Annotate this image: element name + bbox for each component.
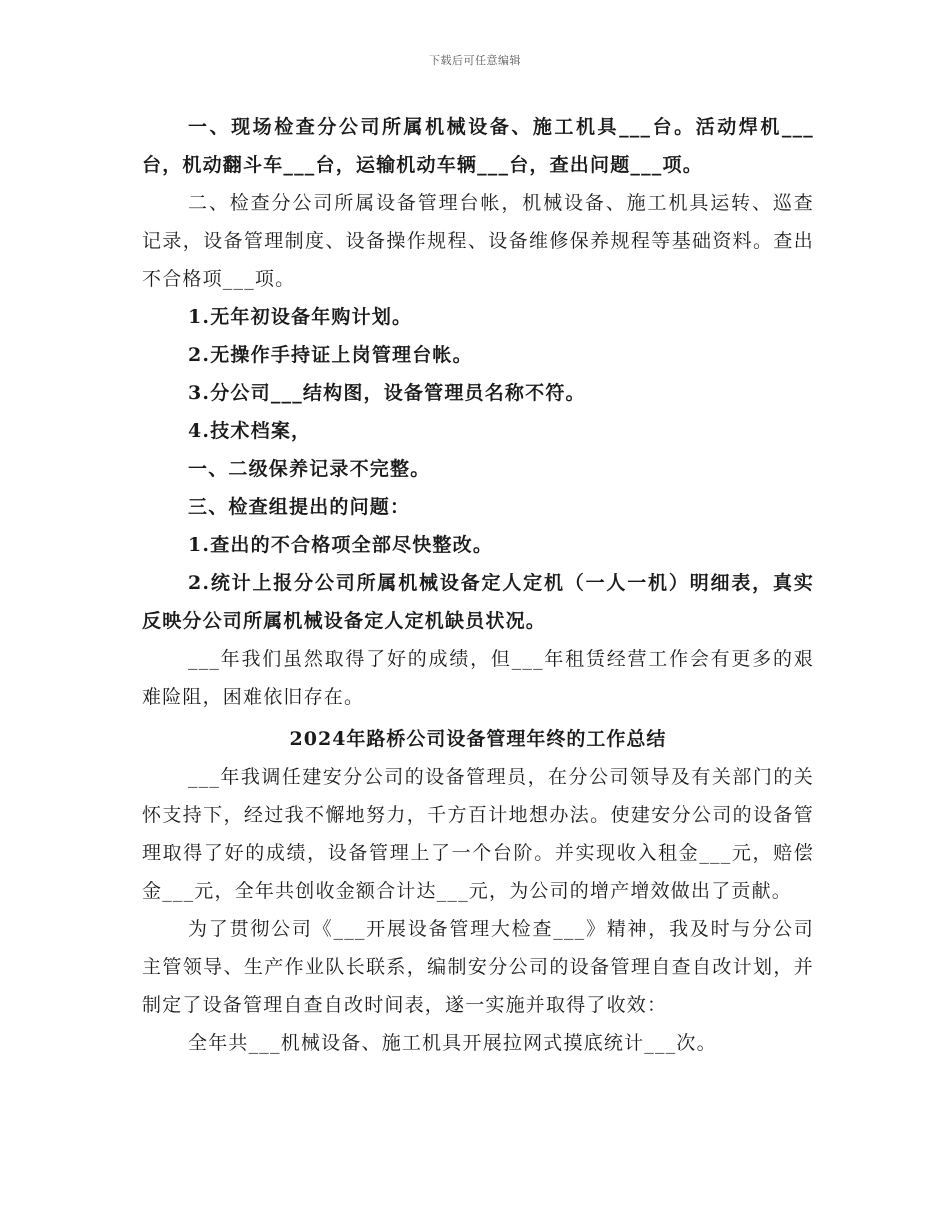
issue-item-3: 3.分公司___结构图，设备管理员名称不符。	[188, 382, 586, 404]
document-title: 2024年路桥公司设备管理年终的工作总结	[289, 728, 667, 750]
requirement-item-1: 1.查出的不合格项全部尽快整改。	[188, 534, 494, 556]
summary-paragraph-1: ___年我调任建安分公司的设备管理员，在分公司领导及有关部门的关怀支持下，经过我不懈地努力，千方百计地想办法。使建安分公司的设备管理取得了好的成绩，设备管理上了一个台阶。并实现收入租金___元，赔偿金___元，全年共创收金额合计达___元，为公司的增产增效做出了贡献。	[142, 766, 814, 902]
section-three-heading: 三、检查组提出的问题：	[188, 496, 411, 518]
issue-item-1: 1.无年初设备年购计划。	[188, 306, 413, 328]
issue-item-4: 4.技术档案，	[188, 420, 312, 442]
summary-paragraph-3: 全年共___机械设备、施工机具开展拉网式摸底统计___次。	[188, 1032, 717, 1054]
inspection-summary-paragraph: 一、现场检查分公司所属机械设备、施工机具___台。活动焊机___台，机动翻斗车___台，运输机动车辆___台，查出问题___项。	[142, 116, 814, 176]
outlook-paragraph: ___年我们虽然取得了好的成绩，但___年租赁经营工作会有更多的艰难险阻，困难依旧存在。	[142, 648, 814, 708]
issue-item-2: 2.无操作手持证上岗管理台帐。	[188, 344, 473, 366]
summary-paragraph-2: 为了贯彻公司《___开展设备管理大检查___》精神，我及时与分公司主管领导、生产作业队长联系，编制安分公司的设备管理自查自改计划，并制定了设备管理自查自改时间表，遂一实施并取得了收效：	[142, 918, 814, 1016]
requirement-item-2: 2.统计上报分公司所属机械设备定人定机（一人一机）明细表，真实反映分公司所属机械设备定人定机缺员状况。	[142, 572, 814, 632]
page-header: 下载后可任意编辑	[429, 54, 521, 67]
document-body	[142, 108, 814, 1062]
issue-item-5: 一、二级保养记录不完整。	[188, 458, 431, 480]
records-check-paragraph: 二、检查分公司所属设备管理台帐，机械设备、施工机具运转、巡查记录，设备管理制度、设备操作规程、设备维修保养规程等基础资料。查出不合格项___项。	[142, 192, 814, 290]
